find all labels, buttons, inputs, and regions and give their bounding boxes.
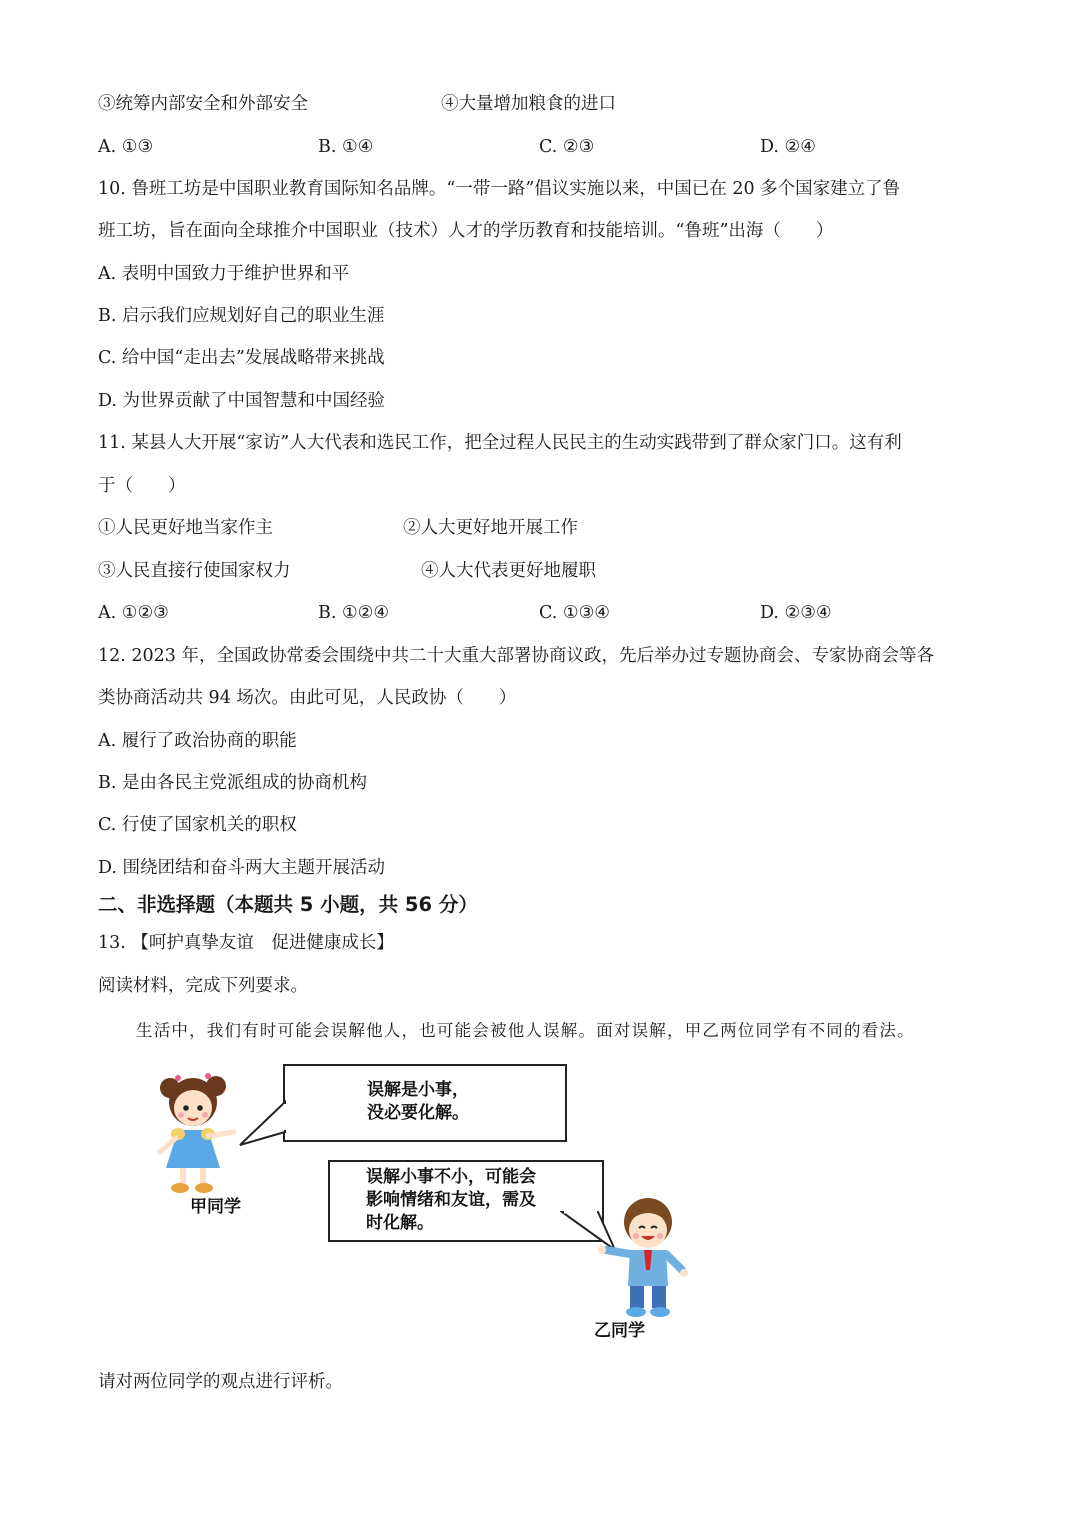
q10-option-b: B. 启示我们应规划好自己的职业生涯 bbox=[98, 306, 385, 326]
student-b-label: 乙同学 bbox=[594, 1321, 645, 1341]
q13-scenario: 生活中，我们有时可能会误解他人，也可能会被他人误解。面对误解，甲乙两位同学有不同的看法。 bbox=[136, 1021, 915, 1040]
q9-option-a: A. ①③ bbox=[98, 137, 154, 157]
q9-option-c: C. ②③ bbox=[539, 137, 595, 157]
section-heading: 二、非选择题（本题共 5 小题，共 56 分） bbox=[98, 893, 478, 916]
q12-option-b: B. 是由各民主党派组成的协商机构 bbox=[98, 773, 367, 793]
q12-option-d: D. 围绕团结和奋斗两大主题开展活动 bbox=[98, 858, 386, 878]
q11-statement-4: ④人大代表更好地履职 bbox=[421, 561, 596, 581]
q10-stem-line-2: 班工坊，旨在面向全球推介中国职业（技术）人才的学历教育和技能培训。“鲁班”出海（ ） bbox=[98, 221, 834, 241]
q9-option-d: D. ②④ bbox=[760, 137, 816, 157]
q11-stem-line-1: 11. 某县人大开展“家访”人大代表和选民工作，把全过程人民民主的生动实践带到了群众家门口。这有利 bbox=[98, 433, 902, 453]
q13-title: 【呵护真挚友谊 促进健康成长】 bbox=[131, 933, 394, 953]
q11-option-b: B. ①②④ bbox=[318, 603, 390, 623]
q11-statement-1: ①人民更好地当家作主 bbox=[98, 518, 273, 538]
q11-statement-3: ③人民直接行使国家权力 bbox=[98, 561, 291, 581]
q11-option-c: C. ①③④ bbox=[539, 603, 610, 623]
q10-option-c: C. 给中国“走出去”发展战略带来挑战 bbox=[98, 348, 385, 368]
q12-stem-line-1: 12. 2023 年，全国政协常委会围绕中共二十大重大部署协商议政，先后举办过专题协商会、专家协商会等各 bbox=[98, 646, 934, 666]
q13-title-line bbox=[98, 931, 394, 955]
q12-option-a: A. 履行了政治协商的职能 bbox=[98, 731, 297, 751]
q9-statement-3: ③统筹内部安全和外部安全 bbox=[98, 94, 308, 114]
bubble-b-line-1: 误解小事不小，可能会 bbox=[366, 1167, 536, 1187]
q11-option-d: D. ②③④ bbox=[760, 603, 832, 623]
q11-statement-2: ②人大更好地开展工作 bbox=[403, 518, 578, 538]
boy-illustration bbox=[596, 1194, 690, 1322]
bubble-b-line-2: 影响情绪和友谊，需及 bbox=[366, 1190, 536, 1210]
student-a-label: 甲同学 bbox=[190, 1197, 241, 1217]
q10-option-a: A. 表明中国致力于维护世界和平 bbox=[98, 264, 350, 284]
q10-option-d: D. 为世界贡献了中国智慧和中国经验 bbox=[98, 391, 386, 411]
q11-stem-line-2: 于（ ） bbox=[98, 476, 186, 496]
girl-illustration bbox=[150, 1068, 246, 1198]
q13-question: 请对两位同学的观点进行评析。 bbox=[98, 1372, 343, 1392]
bubble-a-line-1: 误解是小事， bbox=[367, 1080, 469, 1100]
bubble-a-line-2: 没必要化解。 bbox=[367, 1103, 469, 1123]
q9-option-b: B. ①④ bbox=[318, 137, 374, 157]
q13-number: 13. bbox=[98, 933, 126, 953]
q9-statement-4: ④大量增加粮食的进口 bbox=[441, 94, 616, 114]
q10-stem-line-1: 10. 鲁班工坊是中国职业教育国际知名品牌。“一带一路”倡议实施以来，中国已在 20 多个国家建立了鲁 bbox=[98, 179, 901, 199]
q13-instruction: 阅读材料，完成下列要求。 bbox=[98, 976, 308, 996]
q12-option-c: C. 行使了国家机关的职权 bbox=[98, 815, 297, 835]
q12-stem-line-2: 类协商活动共 94 场次。由此可见，人民政协（ ） bbox=[98, 688, 517, 708]
q11-option-a: A. ①②③ bbox=[98, 603, 169, 623]
speech-bubble-student-a bbox=[283, 1064, 567, 1142]
bubble-b-line-3: 时化解。 bbox=[366, 1213, 434, 1233]
